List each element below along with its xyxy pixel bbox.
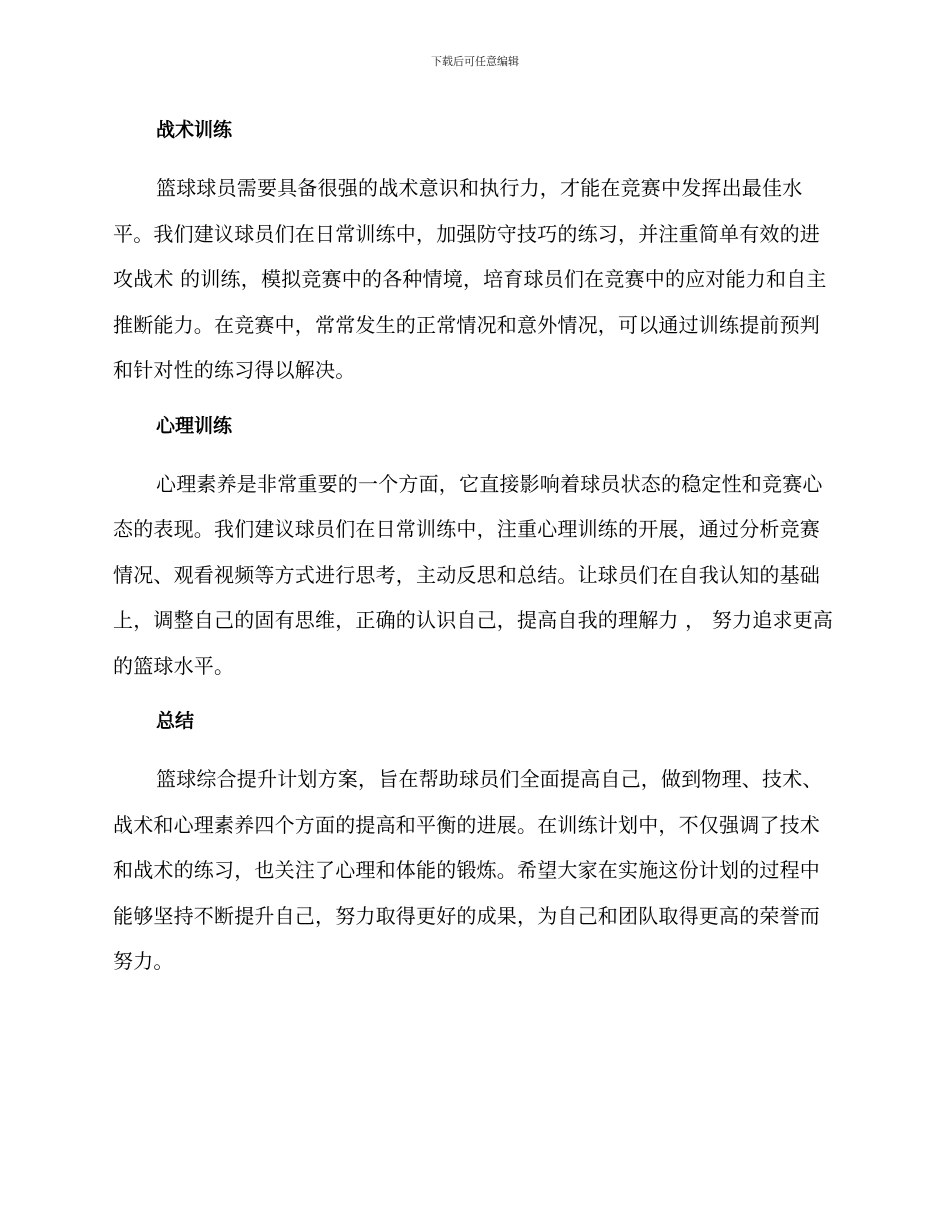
section-heading: 战术训练 xyxy=(156,119,233,141)
section-tactical-training xyxy=(113,110,838,394)
document-body xyxy=(113,110,838,997)
section-mental-training xyxy=(113,406,838,690)
section-heading: 心理训练 xyxy=(156,414,233,437)
section-summary xyxy=(113,701,838,985)
page-header-note: 下载后可任意编辑 xyxy=(431,55,519,68)
section-paragraph: 篮球球员需要具备很强的战术意识和执行力，才能在竞赛中发挥出最佳水平。我们建议球员们在日常训练中，加强防守技巧的练习，并注重简单有效的进攻战术 的训练，模拟竞赛中的各种情境，培育球员们在竞赛中的应对能力和自主推断能力。在竞赛中，常常发生的正常情况和意外情况，可以通过训练提前预判和针对性的练习得以解决。 xyxy=(113,176,827,382)
section-paragraph: 篮球综合提升计划方案，旨在帮助球员们全面提高自己，做到物理、技术、战术和心理素养四个方面的提高和平衡的进展。在训练计划中，不仅强调了技术和战术的练习，也关注了心理和体能的锻炼。希望大家在实施这份计划的过程中能够坚持不断提升自己，努力取得更好的成果，为自己和团队取得更高的荣誉而努力。 xyxy=(113,767,823,973)
section-paragraph: 心理素养是非常重要的一个方面，它直接影响着球员状态的稳定性和竞赛心态的表现。我们建议球员们在日常训练中，注重心理训练的开展，通过分析竞赛情况、观看视频等方式进行思考，主动反思和总结。让球员们在自我认知的基础上，调整自己的固有思维，正确的认识自己，提高自我的理解力 ， 努力追求更高的篮球水平。 xyxy=(113,471,834,678)
section-heading: 总结 xyxy=(156,710,195,732)
